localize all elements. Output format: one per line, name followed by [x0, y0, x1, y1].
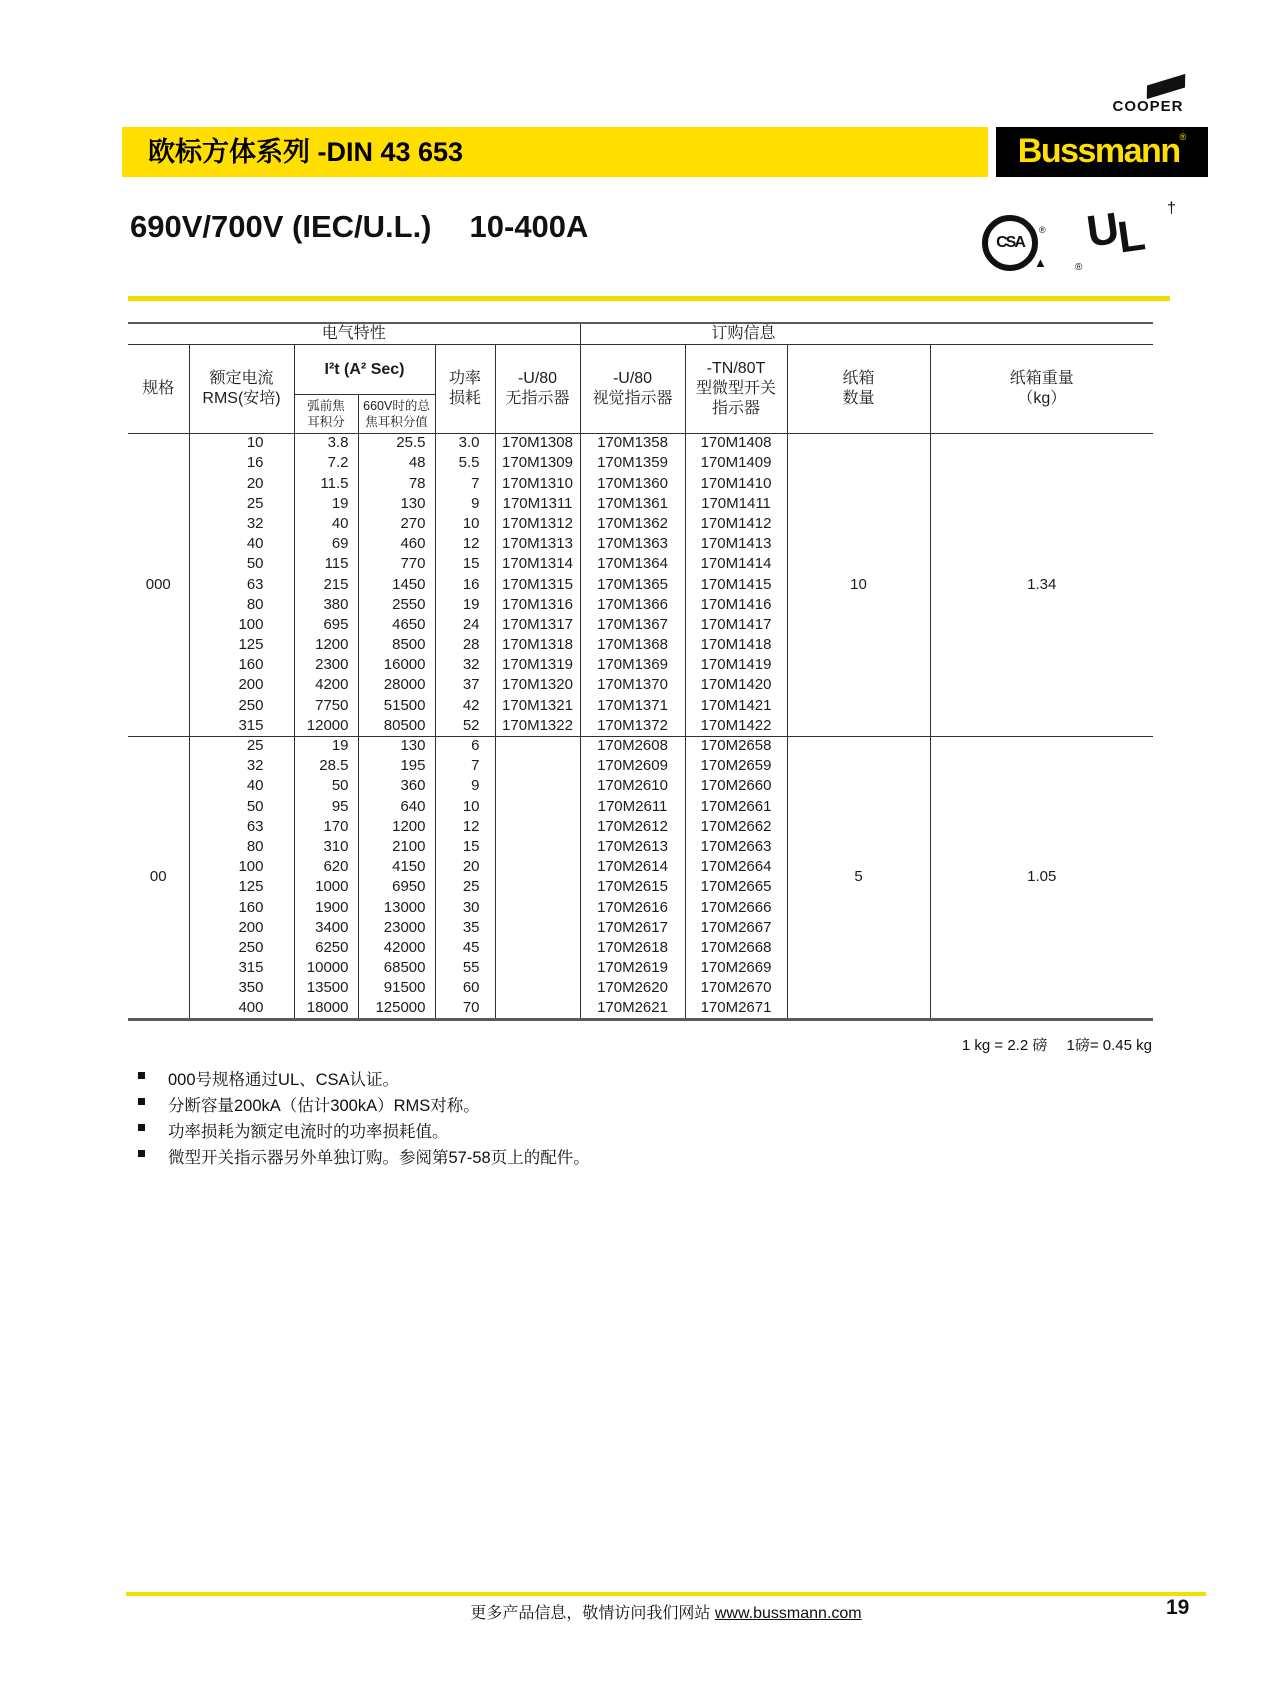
part-tn80t-cell: 170M1408: [685, 434, 787, 454]
part-u80-plain-cell: [495, 777, 580, 797]
total-i2t-cell: 2550: [358, 595, 435, 615]
total-i2t-cell: 130: [358, 494, 435, 514]
rated-current-cell: 80: [189, 837, 294, 857]
part-u80-visual-cell: 170M1369: [580, 656, 685, 676]
cooper-flag-icon: [1147, 74, 1185, 99]
prearc-i2t-cell: 18000: [294, 999, 358, 1019]
prearc-i2t-cell: 695: [294, 615, 358, 635]
power-loss-cell: 70: [435, 999, 495, 1019]
csa-registered-icon: ®: [1039, 225, 1046, 235]
power-loss-cell: 37: [435, 676, 495, 696]
part-u80-plain-cell: 170M1312: [495, 514, 580, 534]
note-item: 微型开关指示器另外单独订购。参阅第57-58页上的配件。: [138, 1144, 590, 1170]
part-tn80t-cell: 170M1415: [685, 575, 787, 595]
part-u80-plain-cell: 170M1322: [495, 716, 580, 736]
prearc-i2t-cell: 3400: [294, 918, 358, 938]
rated-current-cell: 350: [189, 979, 294, 999]
total-i2t-cell: 2100: [358, 837, 435, 857]
cooper-logo-text: COOPER: [1112, 98, 1184, 115]
footer-message: 更多产品信息，敬情访问我们网站: [470, 1605, 715, 1622]
part-u80-plain-cell: 170M1320: [495, 676, 580, 696]
page-title-voltage: 690V/700V (IEC/U.L.): [130, 209, 432, 244]
total-i2t-cell: 6950: [358, 878, 435, 898]
unit-conversion-note: 1 kg = 2.2 磅 1磅= 0.45 kg: [961, 1037, 1152, 1054]
col-header-u80-plain: -U/80 无指示器: [495, 345, 580, 434]
part-u80-visual-cell: 170M1368: [580, 635, 685, 655]
prearc-i2t-cell: 28.5: [294, 757, 358, 777]
prearc-i2t-cell: 215: [294, 575, 358, 595]
table-body: [128, 434, 1153, 1020]
part-u80-plain-cell: 170M1316: [495, 595, 580, 615]
prearc-i2t-cell: 50: [294, 777, 358, 797]
part-tn80t-cell: 170M1421: [685, 696, 787, 716]
part-u80-plain-cell: [495, 797, 580, 817]
power-loss-cell: 30: [435, 898, 495, 918]
part-u80-visual-cell: 170M1370: [580, 676, 685, 696]
carton-weight-cell: 1.05: [1027, 867, 1057, 885]
rated-current-cell: 250: [189, 696, 294, 716]
part-u80-plain-cell: 170M1309: [495, 454, 580, 474]
carton-weight-cell: 1.34: [930, 434, 1153, 737]
part-tn80t-cell: 170M1411: [685, 494, 787, 514]
total-i2t-cell: 360: [358, 777, 435, 797]
spec-table: [128, 322, 1153, 1021]
part-tn80t-cell: 170M2670: [685, 979, 787, 999]
part-tn80t-cell: 170M2662: [685, 817, 787, 837]
power-loss-cell: 12: [435, 817, 495, 837]
csa-logo: [982, 215, 1054, 287]
part-u80-plain-cell: [495, 938, 580, 958]
bullet-icon: [138, 1098, 145, 1105]
part-u80-visual-cell: 170M2617: [580, 918, 685, 938]
power-loss-cell: 15: [435, 837, 495, 857]
prearc-i2t-cell: 6250: [294, 938, 358, 958]
note-item: 功率损耗为额定电流时的功率损耗值。: [138, 1118, 590, 1144]
part-tn80t-cell: 170M2665: [685, 878, 787, 898]
spec-cell: 00: [128, 736, 189, 1019]
part-u80-visual-cell: 170M1358: [580, 434, 685, 454]
total-i2t-cell: 1200: [358, 817, 435, 837]
power-loss-cell: 55: [435, 958, 495, 978]
footer-text: [126, 1600, 1206, 1623]
rated-current-cell: 315: [189, 716, 294, 736]
table-band-row: [128, 323, 1153, 345]
part-tn80t-cell: 170M2668: [685, 938, 787, 958]
rated-current-cell: 32: [189, 514, 294, 534]
power-loss-cell: 9: [435, 494, 495, 514]
part-u80-plain-cell: [495, 958, 580, 978]
total-i2t-cell: 770: [358, 555, 435, 575]
power-loss-cell: 10: [435, 514, 495, 534]
part-u80-visual-cell: 170M2613: [580, 837, 685, 857]
prearc-i2t-cell: 69: [294, 534, 358, 554]
title-rule: [128, 296, 1170, 301]
col-header-u80-visual: -U/80 视觉指示器: [580, 345, 685, 434]
power-loss-cell: 32: [435, 656, 495, 676]
rated-current-cell: 100: [189, 857, 294, 877]
part-tn80t-cell: 170M1409: [685, 454, 787, 474]
total-i2t-cell: 80500: [358, 716, 435, 736]
prearc-i2t-cell: 380: [294, 595, 358, 615]
col-header-carton-weight: 纸箱重量 （kg）: [930, 345, 1153, 434]
rated-current-cell: 125: [189, 878, 294, 898]
prearc-i2t-cell: 1000: [294, 878, 358, 898]
col-header-prearc-i2t: 弧前焦 耳积分: [294, 395, 358, 434]
col-header-spec: 规格: [128, 345, 189, 434]
total-i2t-cell: 125000: [358, 999, 435, 1019]
part-u80-visual-cell: 170M1360: [580, 474, 685, 494]
part-u80-visual-cell: 170M1362: [580, 514, 685, 534]
power-loss-cell: 52: [435, 716, 495, 736]
part-u80-plain-cell: [495, 999, 580, 1019]
total-i2t-cell: 68500: [358, 958, 435, 978]
part-u80-visual-cell: 170M2615: [580, 878, 685, 898]
total-i2t-cell: 13000: [358, 898, 435, 918]
part-u80-plain-cell: [495, 736, 580, 756]
part-tn80t-cell: 170M1414: [685, 555, 787, 575]
csa-letters: CSA: [996, 234, 1024, 251]
power-loss-cell: 42: [435, 696, 495, 716]
spec-table-wrap: [128, 322, 1153, 1021]
prearc-i2t-cell: 3.8: [294, 434, 358, 454]
power-loss-cell: 5.5: [435, 454, 495, 474]
part-u80-plain-cell: 170M1311: [495, 494, 580, 514]
part-u80-visual-cell: 170M2608: [580, 736, 685, 756]
total-i2t-cell: 130: [358, 736, 435, 756]
rated-current-cell: 160: [189, 898, 294, 918]
power-loss-cell: 9: [435, 777, 495, 797]
prearc-i2t-cell: 4200: [294, 676, 358, 696]
power-loss-cell: 45: [435, 938, 495, 958]
part-tn80t-cell: 170M2664: [685, 857, 787, 877]
total-i2t-cell: 23000: [358, 918, 435, 938]
part-tn80t-cell: 170M1417: [685, 615, 787, 635]
rated-current-cell: 10: [189, 434, 294, 454]
rated-current-cell: 125: [189, 635, 294, 655]
rated-current-cell: 20: [189, 474, 294, 494]
table-row: [128, 434, 1153, 454]
total-i2t-cell: 16000: [358, 656, 435, 676]
rated-current-cell: 25: [189, 736, 294, 756]
prearc-i2t-cell: 170: [294, 817, 358, 837]
part-u80-plain-cell: 170M1321: [495, 696, 580, 716]
total-i2t-cell: 48: [358, 454, 435, 474]
part-tn80t-cell: 170M2659: [685, 757, 787, 777]
rated-current-cell: 32: [189, 757, 294, 777]
part-u80-visual-cell: 170M1361: [580, 494, 685, 514]
table-header-row-1: [128, 345, 1153, 395]
part-u80-plain-cell: [495, 878, 580, 898]
col-header-total-i2t: 660V时的总 焦耳积分值: [358, 395, 435, 434]
part-tn80t-cell: 170M2660: [685, 777, 787, 797]
rated-current-cell: 40: [189, 534, 294, 554]
prearc-i2t-cell: 19: [294, 494, 358, 514]
registered-mark-icon: ®: [1179, 132, 1187, 142]
part-u80-plain-cell: [495, 898, 580, 918]
col-header-carton-qty: 纸箱 数量: [787, 345, 930, 434]
power-loss-cell: 6: [435, 736, 495, 756]
part-u80-plain-cell: 170M1308: [495, 434, 580, 454]
prearc-i2t-cell: 10000: [294, 958, 358, 978]
power-loss-cell: 25: [435, 878, 495, 898]
prearc-i2t-cell: 7750: [294, 696, 358, 716]
bussmann-logo: [996, 127, 1208, 177]
prearc-i2t-cell: 115: [294, 555, 358, 575]
total-i2t-cell: 640: [358, 797, 435, 817]
prearc-i2t-cell: 11.5: [294, 474, 358, 494]
power-loss-cell: 10: [435, 797, 495, 817]
prearc-i2t-cell: 7.2: [294, 454, 358, 474]
power-loss-cell: 12: [435, 534, 495, 554]
part-tn80t-cell: 170M1422: [685, 716, 787, 736]
part-u80-plain-cell: [495, 979, 580, 999]
rated-current-cell: 50: [189, 797, 294, 817]
rated-current-cell: 80: [189, 595, 294, 615]
page-title: [130, 209, 588, 245]
rated-current-cell: 160: [189, 656, 294, 676]
power-loss-cell: 60: [435, 979, 495, 999]
part-tn80t-cell: 170M2669: [685, 958, 787, 978]
series-title-bar: [122, 127, 988, 177]
cooper-logo: [1088, 82, 1208, 116]
part-u80-visual-cell: 170M2618: [580, 938, 685, 958]
part-tn80t-cell: 170M1413: [685, 534, 787, 554]
part-u80-visual-cell: 170M2614: [580, 857, 685, 877]
csa-circle-icon: [982, 215, 1038, 271]
part-tn80t-cell: 170M1412: [685, 514, 787, 534]
part-tn80t-cell: 170M2671: [685, 999, 787, 1019]
part-u80-visual-cell: 170M1372: [580, 716, 685, 736]
part-u80-visual-cell: 170M1363: [580, 534, 685, 554]
note-item: 分断容量200kA（估计300kA）RMS对称。: [138, 1092, 590, 1118]
rated-current-cell: 63: [189, 817, 294, 837]
power-loss-cell: 16: [435, 575, 495, 595]
part-u80-visual-cell: 170M1364: [580, 555, 685, 575]
power-loss-cell: 7: [435, 474, 495, 494]
part-tn80t-cell: 170M1420: [685, 676, 787, 696]
power-loss-cell: 24: [435, 615, 495, 635]
series-title: 欧标方体系列 -DIN 43 653: [148, 137, 464, 167]
footer-url[interactable]: www.bussmann.com: [714, 1605, 862, 1622]
part-u80-visual-cell: 170M2621: [580, 999, 685, 1019]
ul-registered-icon: ®: [1075, 262, 1083, 273]
rated-current-cell: 40: [189, 777, 294, 797]
total-i2t-cell: 51500: [358, 696, 435, 716]
prearc-i2t-cell: 1900: [294, 898, 358, 918]
power-loss-cell: 28: [435, 635, 495, 655]
part-u80-plain-cell: 170M1317: [495, 615, 580, 635]
part-u80-visual-cell: 170M1366: [580, 595, 685, 615]
bullet-icon: [138, 1124, 145, 1131]
prearc-i2t-cell: 12000: [294, 716, 358, 736]
total-i2t-cell: 4150: [358, 857, 435, 877]
power-loss-cell: 19: [435, 595, 495, 615]
col-header-rated-current: 额定电流 RMS(安培): [189, 345, 294, 434]
total-i2t-cell: 270: [358, 514, 435, 534]
prearc-i2t-cell: 40: [294, 514, 358, 534]
part-u80-plain-cell: 170M1319: [495, 656, 580, 676]
part-u80-plain-cell: [495, 918, 580, 938]
part-u80-visual-cell: 170M2612: [580, 817, 685, 837]
part-u80-visual-cell: 170M2616: [580, 898, 685, 918]
col-header-power-loss: 功率 损耗: [435, 345, 495, 434]
note-item: 000号规格通过UL、CSA认证。: [138, 1066, 590, 1092]
rated-current-cell: 200: [189, 918, 294, 938]
bullet-icon: [138, 1072, 145, 1079]
total-i2t-cell: 91500: [358, 979, 435, 999]
total-i2t-cell: 1450: [358, 575, 435, 595]
total-i2t-cell: 78: [358, 474, 435, 494]
rated-current-cell: 16: [189, 454, 294, 474]
part-u80-visual-cell: 170M1365: [580, 575, 685, 595]
part-u80-visual-cell: 170M2619: [580, 958, 685, 978]
power-loss-cell: 20: [435, 857, 495, 877]
total-i2t-cell: 460: [358, 534, 435, 554]
band-ordering: 订购信息: [580, 323, 1153, 345]
total-i2t-cell: 25.5: [358, 434, 435, 454]
part-u80-visual-cell: 170M1371: [580, 696, 685, 716]
part-tn80t-cell: 170M1416: [685, 595, 787, 615]
power-loss-cell: 15: [435, 555, 495, 575]
total-i2t-cell: 28000: [358, 676, 435, 696]
ul-letters: UL: [1083, 203, 1149, 263]
rated-current-cell: 50: [189, 555, 294, 575]
total-i2t-cell: 42000: [358, 938, 435, 958]
ul-dagger-icon: †: [1167, 200, 1176, 217]
part-tn80t-cell: 170M1410: [685, 474, 787, 494]
part-tn80t-cell: 170M2666: [685, 898, 787, 918]
part-u80-plain-cell: [495, 857, 580, 877]
part-u80-visual-cell: 170M1367: [580, 615, 685, 635]
part-u80-visual-cell: 170M2609: [580, 757, 685, 777]
prearc-i2t-cell: 13500: [294, 979, 358, 999]
part-u80-plain-cell: 170M1314: [495, 555, 580, 575]
part-tn80t-cell: 170M1418: [685, 635, 787, 655]
power-loss-cell: 7: [435, 757, 495, 777]
spec-cell: 000: [128, 434, 189, 737]
part-u80-plain-cell: 170M1313: [495, 534, 580, 554]
part-u80-plain-cell: [495, 817, 580, 837]
carton-qty-cell: 5: [787, 736, 930, 1019]
rated-current-cell: 100: [189, 615, 294, 635]
rated-current-cell: 25: [189, 494, 294, 514]
rated-current-cell: 250: [189, 938, 294, 958]
rated-current-cell: 400: [189, 999, 294, 1019]
rated-current-cell: 63: [189, 575, 294, 595]
part-tn80t-cell: 170M1419: [685, 656, 787, 676]
part-u80-visual-cell: 170M2611: [580, 797, 685, 817]
prearc-i2t-cell: 310: [294, 837, 358, 857]
power-loss-cell: 35: [435, 918, 495, 938]
total-i2t-cell: 8500: [358, 635, 435, 655]
part-u80-visual-cell: 170M1359: [580, 454, 685, 474]
power-loss-cell: 3.0: [435, 434, 495, 454]
part-u80-plain-cell: 170M1310: [495, 474, 580, 494]
part-u80-plain-cell: 170M1318: [495, 635, 580, 655]
page-title-range: 10-400A: [469, 209, 589, 244]
table-row: [128, 736, 1153, 756]
total-i2t-cell: 4650: [358, 615, 435, 635]
col-header-tn80t: -TN/80T 型微型开关 指示器: [685, 345, 787, 434]
notes-list: [138, 1066, 590, 1170]
part-u80-plain-cell: [495, 757, 580, 777]
part-u80-visual-cell: 170M2610: [580, 777, 685, 797]
part-u80-plain-cell: [495, 837, 580, 857]
rated-current-cell: 200: [189, 676, 294, 696]
page-number: 19: [1166, 1596, 1190, 1619]
rated-current-cell: 315: [189, 958, 294, 978]
prearc-i2t-cell: 620: [294, 857, 358, 877]
part-tn80t-cell: 170M2658: [685, 736, 787, 756]
prearc-i2t-cell: 1200: [294, 635, 358, 655]
band-electrical: 电气特性: [128, 323, 580, 345]
bullet-icon: [138, 1150, 145, 1157]
csa-triangle-icon: ▲: [1034, 255, 1047, 270]
prearc-i2t-cell: 2300: [294, 656, 358, 676]
carton-qty-cell: 10: [787, 434, 930, 737]
bussmann-wordmark: Bussmann: [1017, 132, 1180, 170]
total-i2t-cell: 195: [358, 757, 435, 777]
part-tn80t-cell: 170M2661: [685, 797, 787, 817]
prearc-i2t-cell: 19: [294, 736, 358, 756]
ul-logo: [1075, 200, 1185, 284]
part-u80-plain-cell: 170M1315: [495, 575, 580, 595]
footer-rule: [126, 1592, 1206, 1596]
part-tn80t-cell: 170M2663: [685, 837, 787, 857]
part-tn80t-cell: 170M2667: [685, 918, 787, 938]
part-u80-visual-cell: 170M2620: [580, 979, 685, 999]
prearc-i2t-cell: 95: [294, 797, 358, 817]
col-header-i2t: I²t (A² Sec): [294, 345, 435, 395]
